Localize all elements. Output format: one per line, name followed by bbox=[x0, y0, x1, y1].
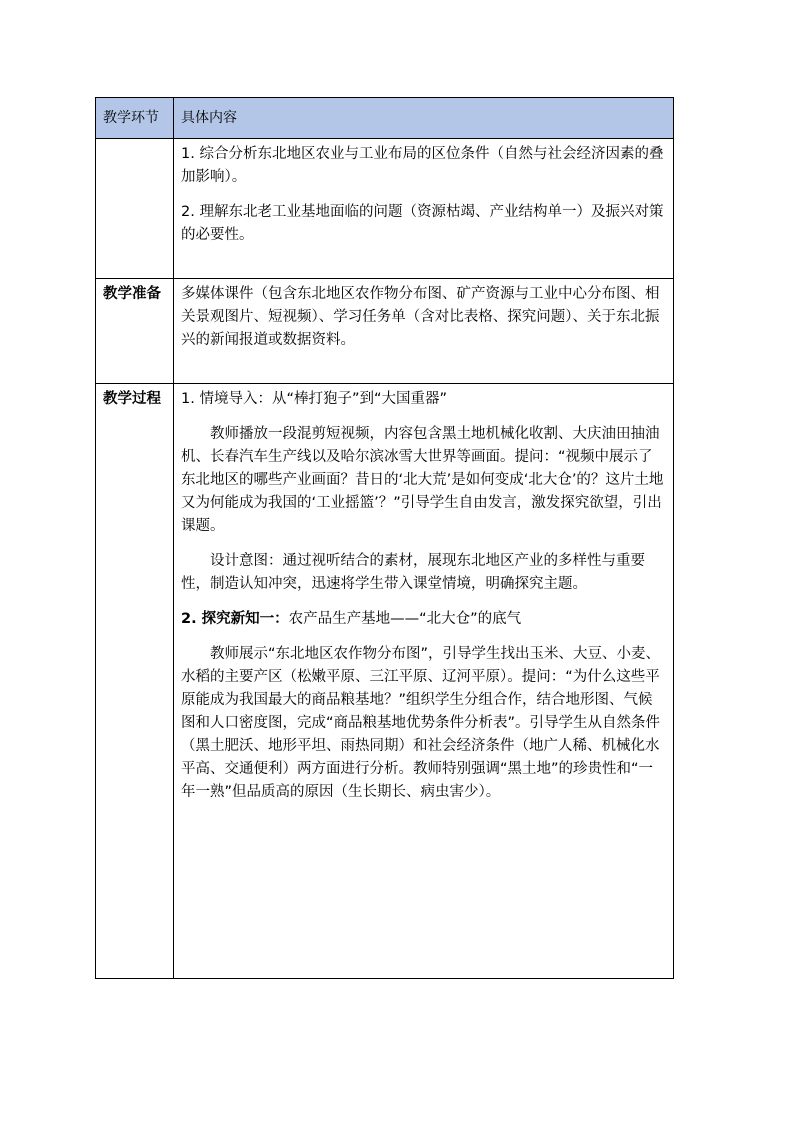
section-1-body: 教师播放一段混剪短视频，内容包含黑土地机械化收割、大庆油田抽油机、长春汽车生产线以及哈尔滨冰雪大世界等画面。提问：“视频中展示了东北地区的哪些产业画面？昔日的‘北大荒’是如何变成‘北大仓’的？这片土地又为何能成为我国的‘工业摇篮’？”引导学生自由发言，激发探究欲望，引出课题。 bbox=[181, 426, 664, 534]
preparation-content bbox=[174, 279, 674, 384]
preparation-text: 多媒体课件（包含东北地区农作物分布图、矿产资源与工业中心分布图、相关景观图片、短视频）、学习任务单（含对比表格、探究问题）、关于东北振兴的新闻报道或数据资料。 bbox=[181, 286, 660, 348]
section-2-title-lead: 2. 探究新知一： bbox=[181, 611, 289, 627]
table-header-row bbox=[96, 98, 674, 139]
section-1-intent: 设计意图：通过视听结合的素材，展现东北地区产业的多样性与重要性，制造认知冲突，迅速将学生带入课堂情境，明确探究主题。 bbox=[181, 553, 645, 592]
process-row bbox=[96, 384, 674, 979]
process-label: 教学过程 bbox=[96, 384, 174, 979]
objective-item: 1. 综合分析东北地区农业与工业布局的区位条件（自然与社会经济因素的叠加影响）。 bbox=[181, 146, 664, 185]
objective-item: 2. 理解东北老工业基地面临的问题（资源枯竭、产业结构单一）及振兴对策的必要性。 bbox=[181, 204, 664, 243]
objectives-row bbox=[96, 139, 674, 279]
lesson-plan-table bbox=[95, 97, 674, 979]
section-1-title: 1. 情境导入：从“棒打狍子”到“大国重器” bbox=[181, 391, 447, 407]
header-col-content: 具体内容 bbox=[174, 98, 674, 139]
objectives-label bbox=[96, 139, 174, 279]
section-2-body: 教师展示“东北地区农作物分布图”，引导学生找出玉米、大豆、小麦、水稻的主要产区（松嫩平原、三江平原、辽河平原）。提问：“为什么这些平原能成为我国最大的商品粮基地？”组织学生分组合作，结合地形图、气候图和人口密度图，完成“商品粮基地优势条件分析表”。引导学生从自然条件（黑土肥沃、地形平坦、雨热同期）和社会经济条件（地广人稀、机械化水平高、交通便利）两方面进行分析。教师特别强调“黑土地”的珍贵性和“一年一熟”但品质高的原因（生长期长、病虫害少）。 bbox=[181, 646, 661, 800]
preparation-label: 教学准备 bbox=[96, 279, 174, 384]
section-2-title-rest: 农产品生产基地——“北大仓”的底气 bbox=[288, 611, 522, 627]
objectives-content bbox=[174, 139, 674, 279]
preparation-row bbox=[96, 279, 674, 384]
section-2-title bbox=[181, 608, 665, 631]
header-col-stage: 教学环节 bbox=[96, 98, 174, 139]
process-content bbox=[174, 384, 674, 979]
